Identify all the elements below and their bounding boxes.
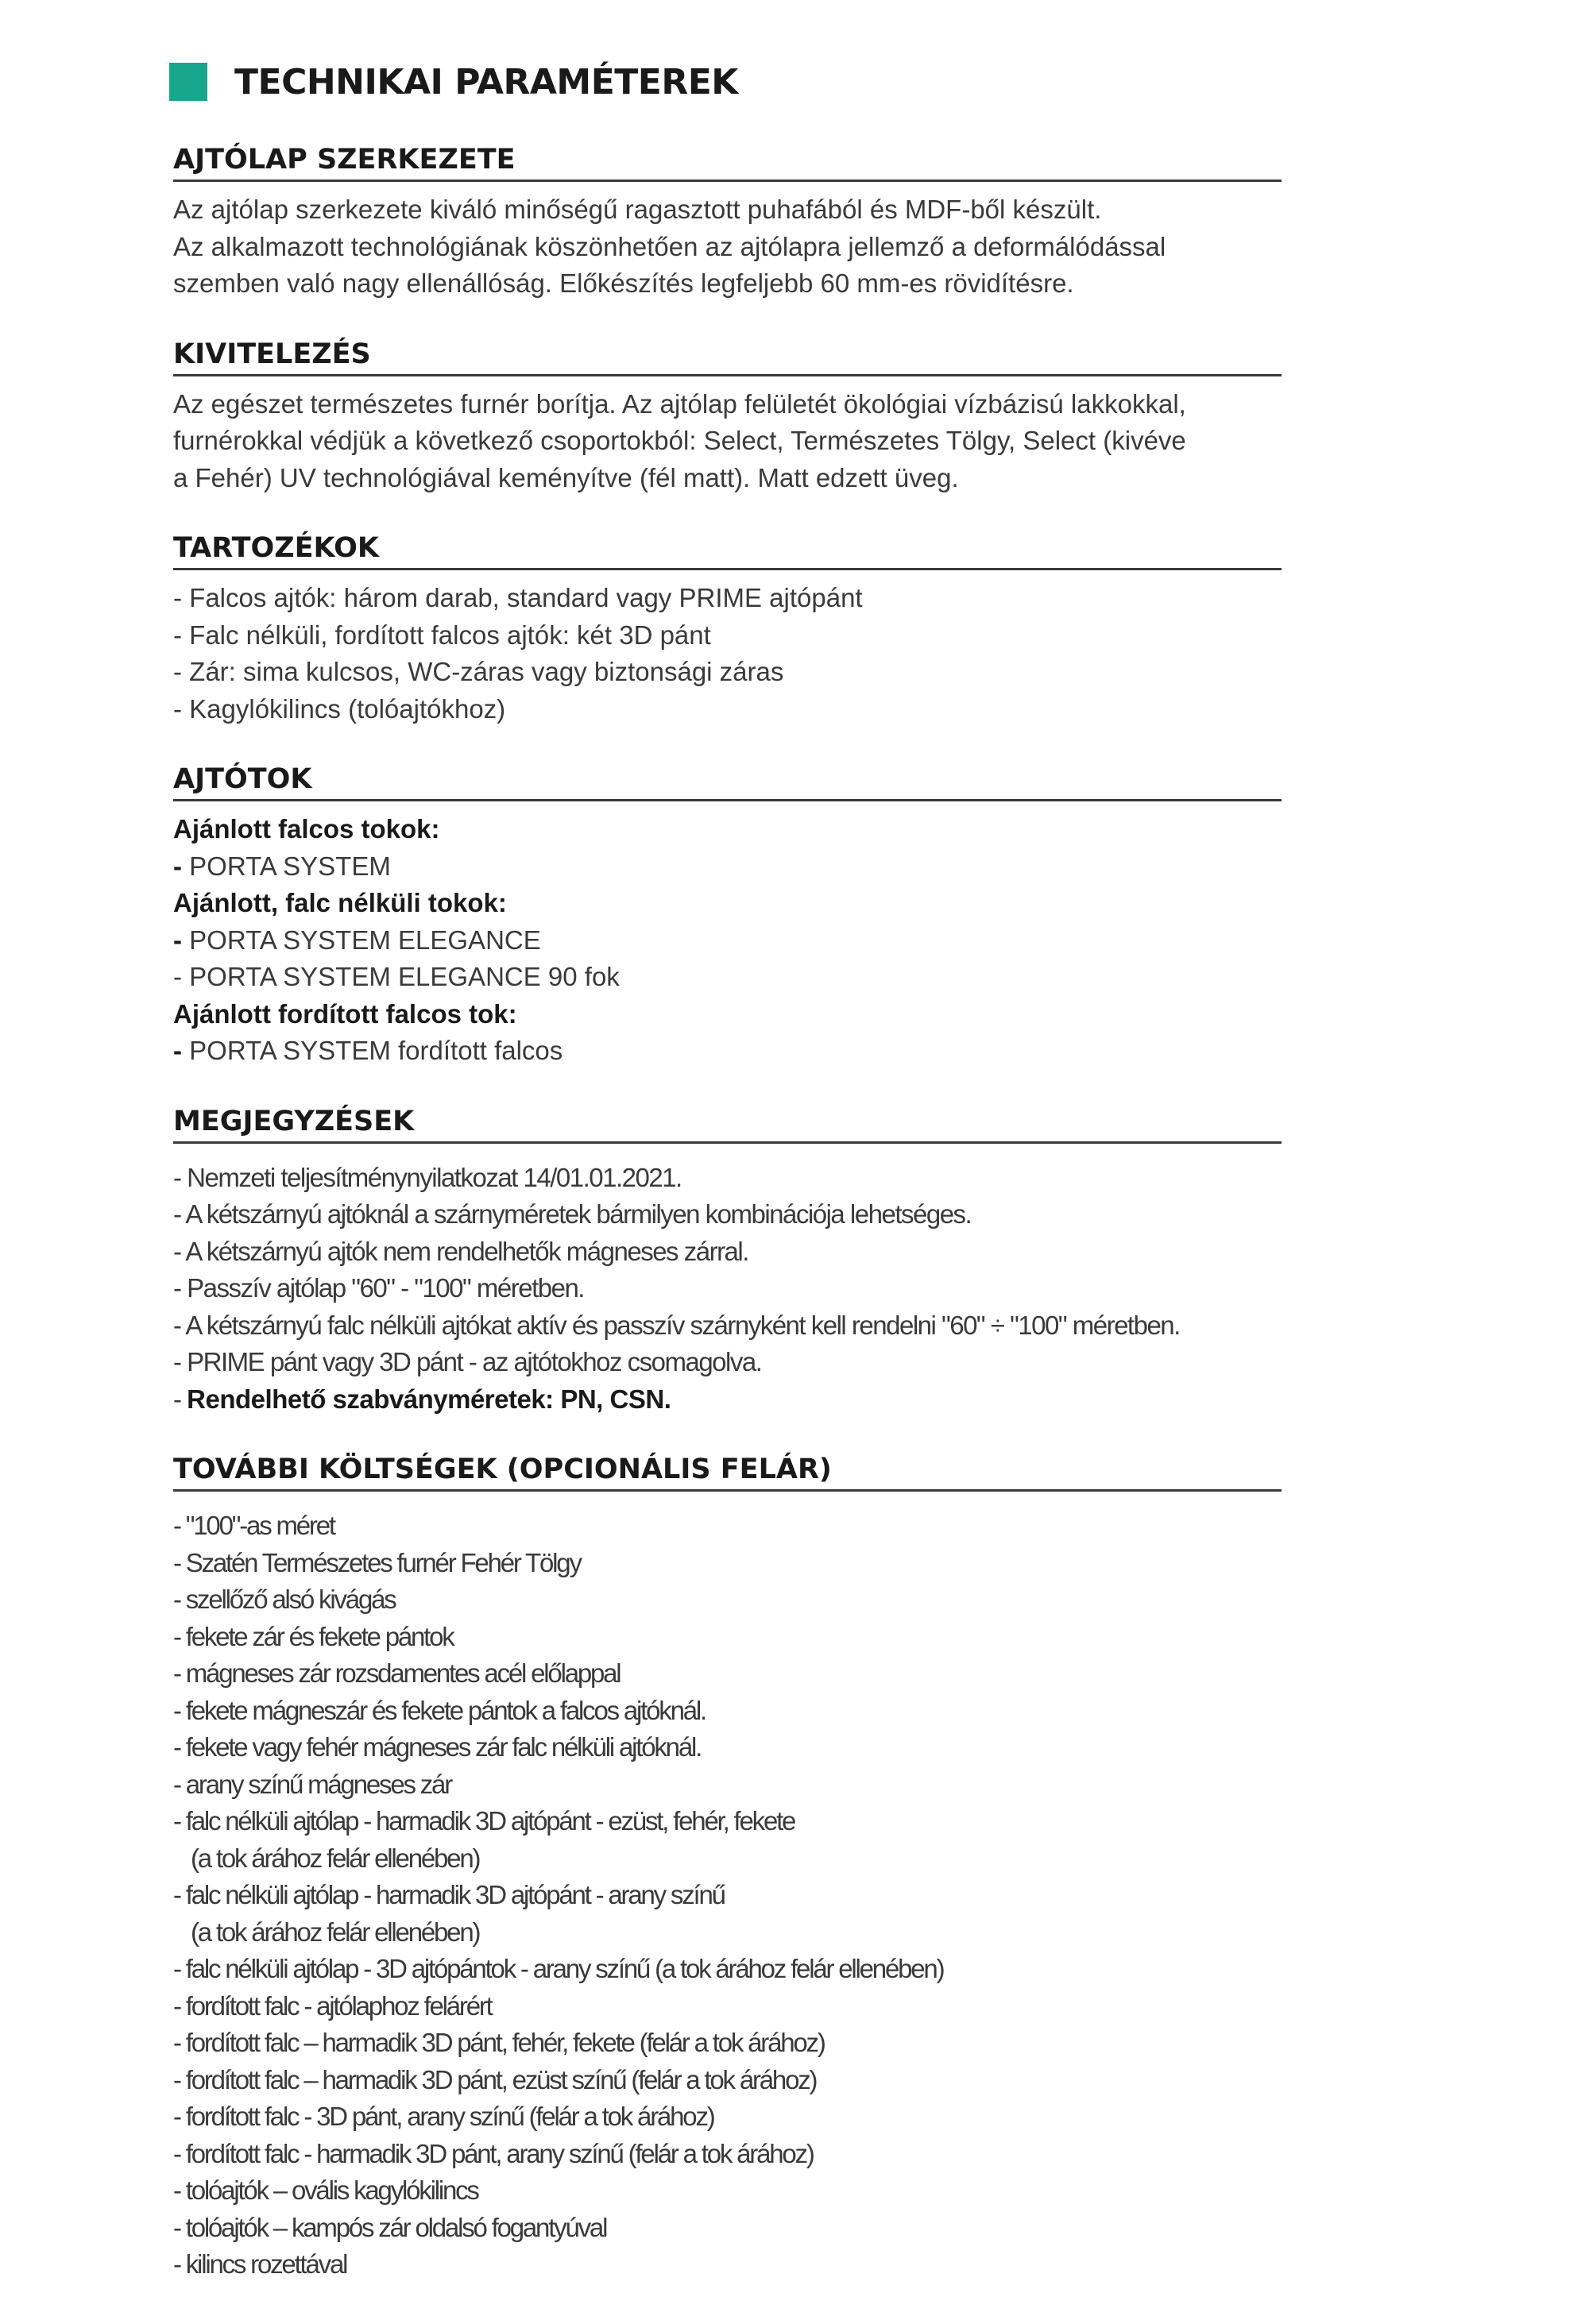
section-heading: MEGJEGYZÉSEK [173,1103,1282,1144]
list-item: - falc nélküli ajtólap - harmadik 3D ajtópánt - arany színű [173,1880,725,1909]
accent-square [169,63,207,101]
list-item: - fekete zár és fekete pántok [173,1621,454,1651]
text-line: szemben való nagy ellenállóság. Előkészítés legfeljebb 60 mm-es rövidítésre. [173,268,1074,298]
page-title: TECHNIKAI PARAMÉTEREK [234,61,738,102]
list-item: - Kagylókilincs (tolóajtókhoz) [173,693,506,724]
list-item-text: PORTA SYSTEM ELEGANCE 90 fok [189,962,620,991]
section-frames [173,761,1282,1070]
list-item: - arany színű mágneses zár [173,1769,451,1799]
list-item: - PORTA SYSTEM [173,851,391,881]
list-item-text: PORTA SYSTEM ELEGANCE [189,925,541,955]
list-item: - Falc nélküli, fordított falcos ajtók: két 3D pánt [173,620,711,650]
accessories-list [173,580,1282,728]
list-item-continuation: (a tok árához felár ellenében) [191,1917,480,1947]
list-item: - "100"-as méret [173,1511,334,1540]
section-heading: TARTOZÉKOK [173,530,1282,570]
list-item: - Nemzeti teljesítménynyilatkozat 14/01.01.2021. [173,1162,682,1192]
text-line: a Fehér) UV technológiával keményítve (fél matt). Matt edzett üveg. [173,462,959,492]
list-item: - szellőző alsó kivágás [173,1585,396,1614]
section-extras [173,1451,1282,2283]
group-title: Ajánlott fordított falcos tok: [173,998,517,1029]
section-accessories [173,530,1282,728]
standard-sizes: Rendelhető szabványméretek: PN, CSN. [187,1384,671,1414]
list-item: - A kétszárnyú falc nélküli ajtókat aktív és passzív szárnyként kell rendelni "60" ÷ "100" méretben. [173,1310,1180,1340]
list-item: - kilincs rozettával [173,2249,347,2279]
section-heading: AJTÓLAP SZERKEZETE [173,141,1282,182]
list-item: - falc nélküli ajtólap - harmadik 3D ajtópánt - ezüst, fehér, fekete [173,1806,795,1836]
list-item: - Passzív ajtólap "60" - "100" méretben. [173,1273,584,1303]
text-line: Az ajtólap szerkezete kiváló minőségű ragasztott puhafából és MDF-ből készült. [173,195,1102,224]
list-item: - Falcos ajtók: három darab, standard vagy PRIME ajtópánt [173,583,863,612]
content [173,141,1282,2283]
text-line: Az egészet természetes furnér borítja. Az ajtólap felületét ökológiai vízbázisú lakkokkal, [173,388,1186,419]
list-item: - PRIME pánt vagy 3D pánt - az ajtótokhoz csomagolva. [173,1347,762,1376]
section-structure [173,141,1282,303]
text-line: Az alkalmazott technológiának köszönhetően az ajtólapra jellemző a deformálódással [173,231,1166,261]
text-line: furnérokkal védjük a következő csoportokból: Select, Természetes Tölgy, Select (kivéve [173,426,1186,455]
list-item: - falc nélküli ajtólap - 3D ajtópántok - arany színű (a tok árához felár ellenében) [173,1954,944,1983]
list-item: - fordított falc - ajtólaphoz felárért [173,1990,492,2021]
section-text [173,191,1282,303]
list-item: - tolóajtók – ovális kagylókilincs [173,2175,478,2205]
list-item-text: PORTA SYSTEM fordított falcos [189,1036,563,1065]
list-item: - PORTA SYSTEM fordított falcos [173,1036,563,1065]
frames-list [173,811,1282,1070]
list-item: - PORTA SYSTEM ELEGANCE [173,925,541,955]
list-item: - mágneses zár rozsdamentes acél előlappal [173,1658,621,1688]
list-item: - A kétszárnyú ajtók nem rendelhetők mágneses zárral. [173,1236,748,1266]
extras-list [173,1508,1282,2283]
list-item-prefix: - [173,1384,188,1414]
list-item: - fekete mágneszár és fekete pántok a falcos ajtóknál. [173,1695,706,1725]
list-item: - tolóajtók – kampós zár oldalsó fogantyúval [173,2212,607,2242]
list-item [173,1381,1282,1419]
list-item: - PORTA SYSTEM ELEGANCE 90 fok [173,962,620,991]
group-title: Ajánlott falcos tokok: [173,814,440,844]
list-item: - fordított falc - harmadik 3D pánt, arany színű (felár a tok árához) [173,2138,814,2168]
list-item: - fekete vagy fehér mágneses zár falc nélküli ajtóknál. [173,1732,702,1762]
section-text [173,386,1282,497]
list-item: - fordított falc - 3D pánt, arany színű (felár a tok árához) [173,2102,714,2131]
list-item-text: PORTA SYSTEM [189,851,391,881]
group-title: Ajánlott, falc nélküli tokok: [173,888,507,917]
list-item-continuation: (a tok árához felár ellenében) [191,1843,480,1873]
notes-list [173,1160,1282,1419]
list-item: - Szatén Természetes furnér Fehér Tölgy [173,1547,581,1577]
list-item: - A kétszárnyú ajtóknál a szárnyméretek bármilyen kombinációja lehetséges. [173,1199,972,1229]
page-header [169,60,738,103]
section-heading: KIVITELEZÉS [173,336,1282,376]
section-finish [173,336,1282,497]
list-item: - fordított falc – harmadik 3D pánt, ezüst színű (felár a tok árához) [173,2064,817,2094]
section-notes [173,1103,1282,1419]
list-item: - fordított falc – harmadik 3D pánt, fehér, fekete (felár a tok árához) [173,2028,825,2057]
list-item: - Zár: sima kulcsos, WC-záras vagy biztonsági záras [173,657,784,686]
section-heading: TOVÁBBI KÖLTSÉGEK (OPCIONÁLIS FELÁR) [173,1451,1282,1492]
section-heading: AJTÓTOK [173,761,1282,801]
